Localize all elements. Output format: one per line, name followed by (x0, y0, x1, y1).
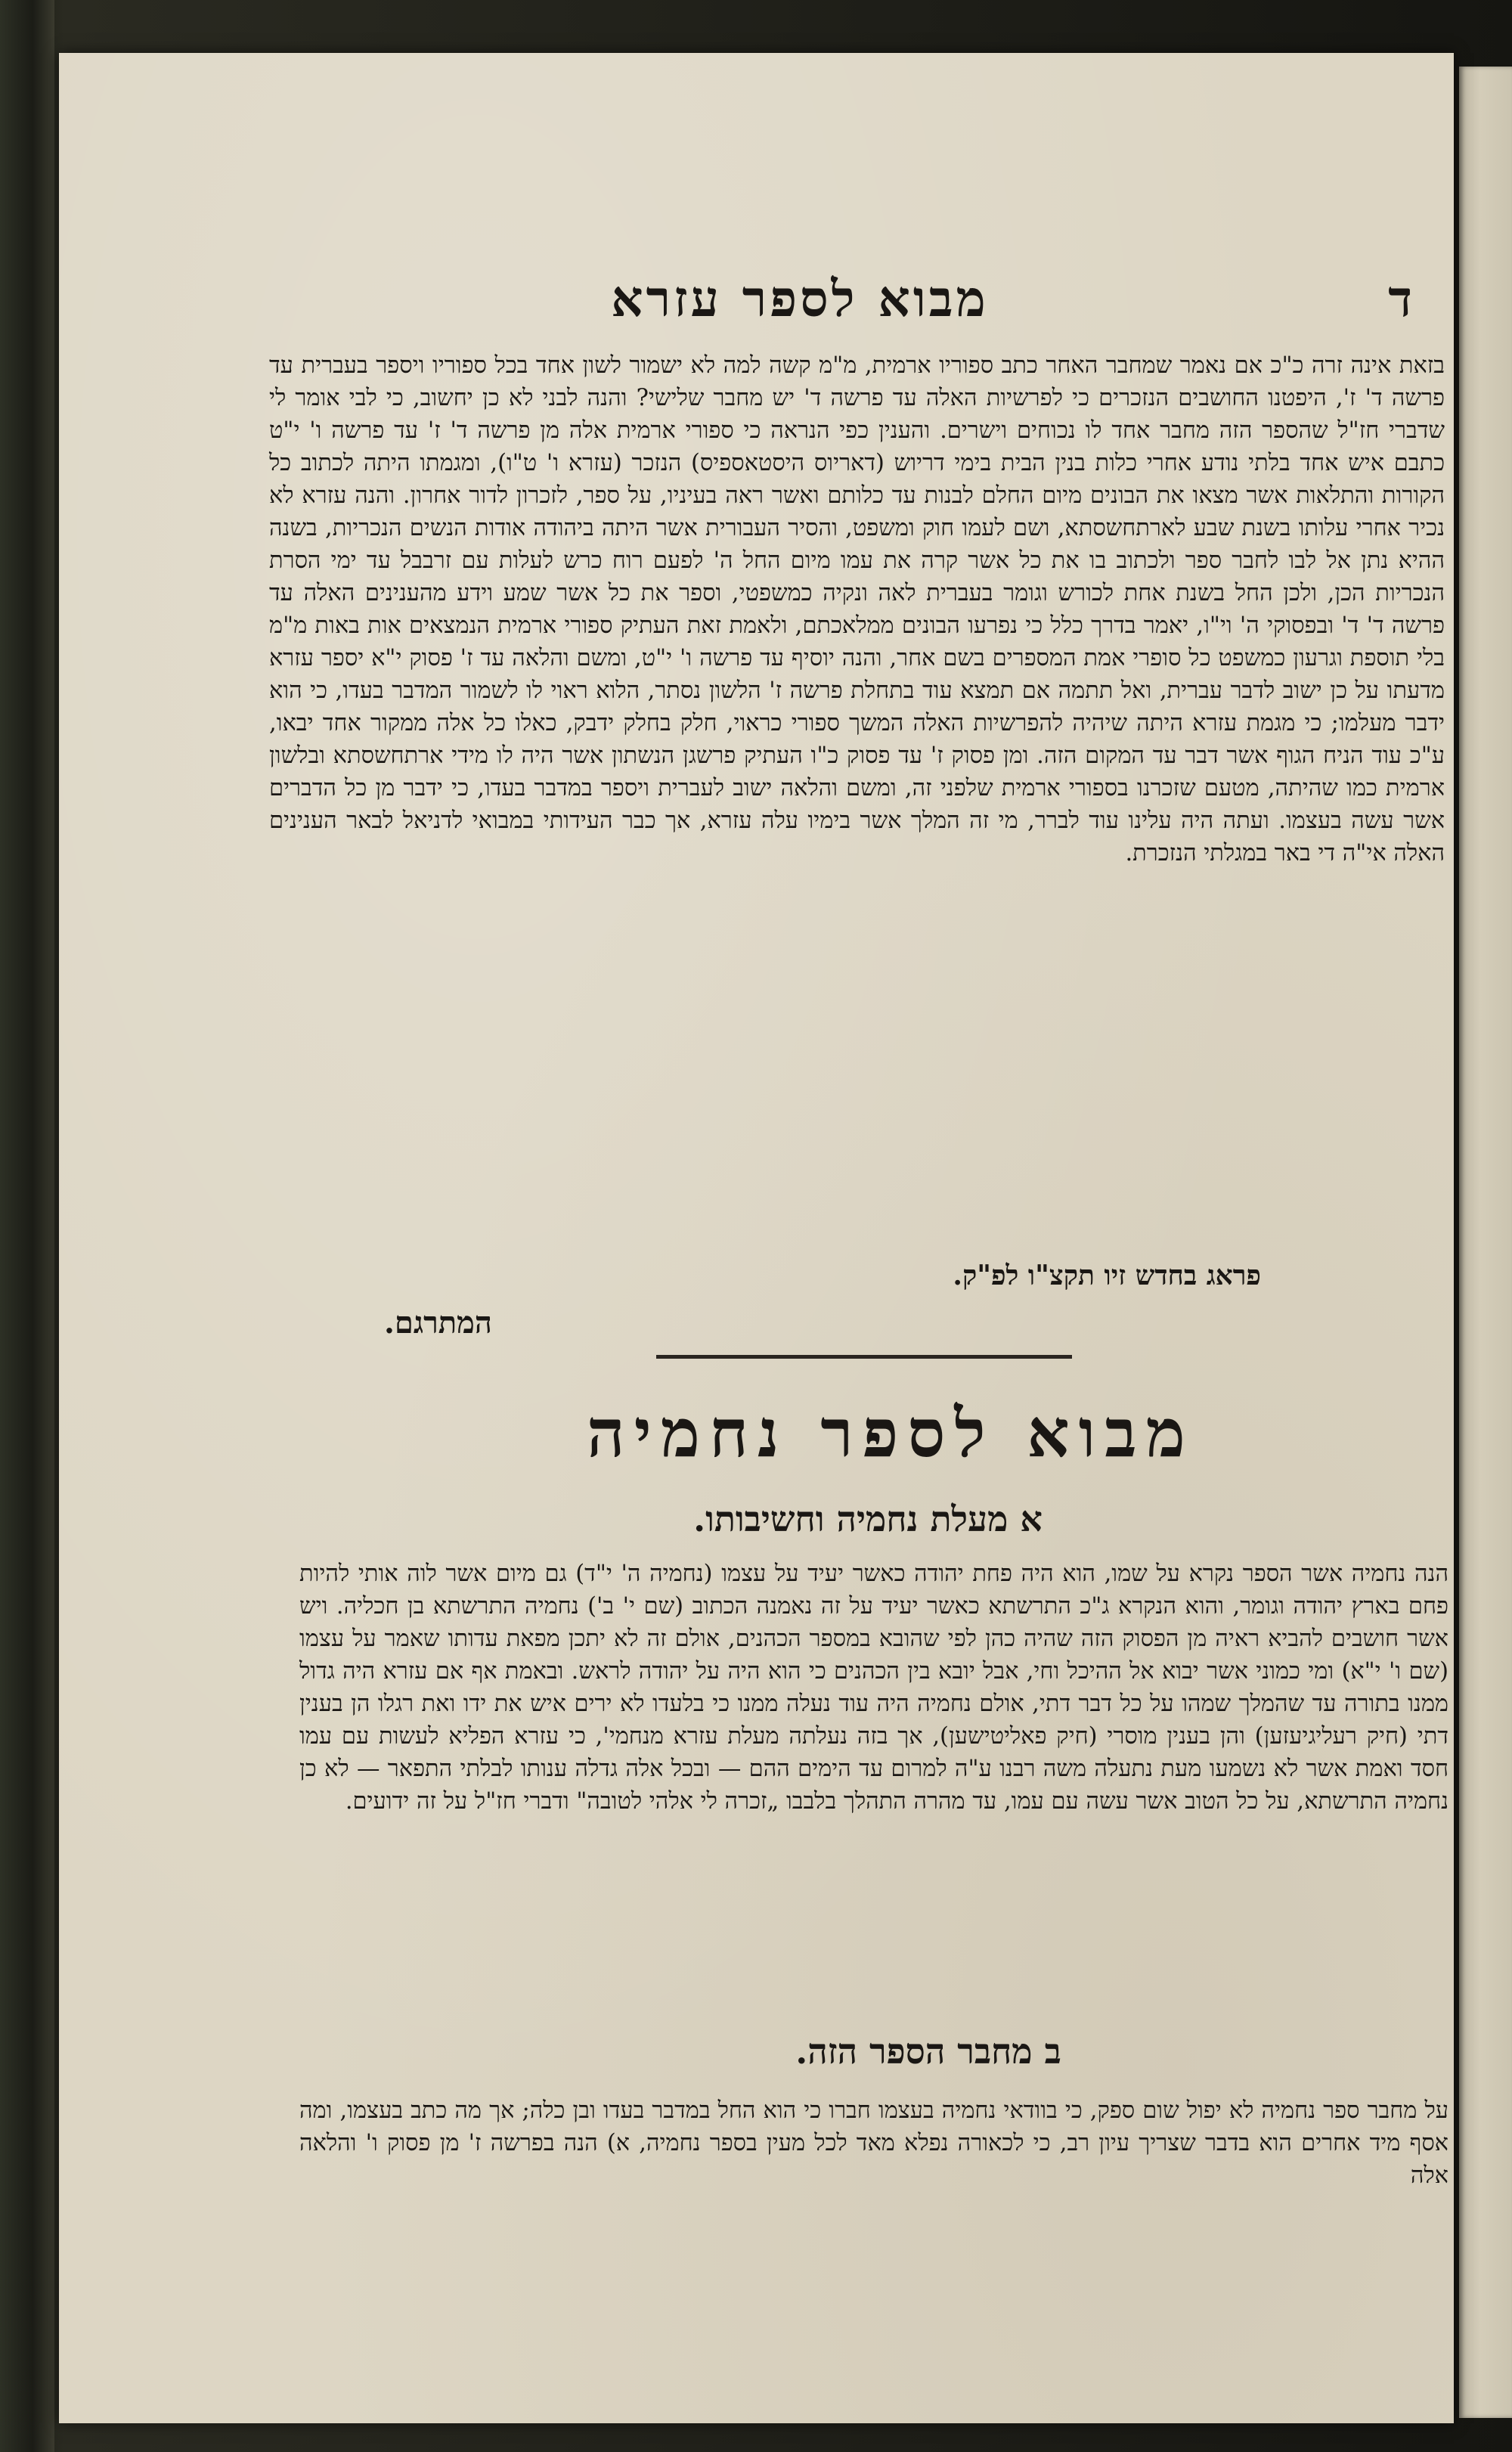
section-b-heading: ב מחבר הספר הזה. (795, 2031, 1061, 2072)
page-number: ד (1388, 269, 1412, 328)
section-b-paragraph: על מחבר ספר נחמיה לא יפול שום ספק, כי בוודאי נחמיה בעצמו חברו כי הוא החל במדבר בעדו ובן כלה; אך מה כתב בעצמו, ומה אסף מיד אחרים הוא בדבר שצריך עיון רב, כי לכאורה נפלא מאד לכל מעין בספר נחמיה, א) הנה בפרשה ז' מן פסוק ו' והלאה אלה (299, 2097, 1448, 2189)
section-a-heading: א מעלת נחמיה וחשיבותו. (693, 1499, 1043, 1539)
section-a-paragraph: הנה נחמיה אשר הספר נקרא על שמו, הוא היה פחת יהודה כאשר יעיד על עצמו (נחמיה ה' י"ד) גם מיום אשר לוה אותי להיות פחם בארץ יהודה וגומר, והוא הנקרא ג"כ התרשתא כאשר יעיד על זה נאמנה הכתוב (שם י' ב') נחמיה התרשתא בן חכליה. ויש אשר חושבים להביא ראיה מן הפסוק הזה שהיה כהן לפי שהובא במספר הכהנים, אולם זה לא יתכן מפאת עדותו שאמר על עצמו (שם ו' י"א) ומי כמוני אשר יבוא אל ההיכל וחי, אבל יובא בין הכהנים כי הוא היה על יהודה לראש. ובאמת אף אם עזרא היה גדול ממנו בתורה עד שהמלך שמהו על כל דבר דתי, אולם נחמיה היה עוד נעלה ממנו כי בלעדו לא ירים איש את ידו ואת רגלו הן בענין דתי (חיק רעליגיעזען) והן בענין מוסרי (חיק פאליטישען), אך בזה נעלתה מעלת עזרא מנחמי', כי עזרא הפליא לעשות עם עמו חסד ואמת אשר לא נשמעו מעת נתעלה משה רבנו ע"ה למרום עד הימים ההם — ובכל אלה גדלה ענותו לבלתי התפאר — לא כן נחמיה התרשתא, על כל הטוב אשר עשה עם עמו, עד מהרה התהלך בלבבו „זכרה לי אלהי לטובה" ודברי חז"ל על זה ידועים. (299, 1561, 1448, 1815)
book-binding-edge (0, 0, 54, 2452)
ezra-intro-paragraph: בזאת אינה זרה כ"כ אם נאמר שמחבר האחר כתב ספוריו ארמית, מ"מ קשה למה לא ישמור לשון אחד בכל ספוריו ויספר בעברית עד פרשה ד' ז', היפטנו החושבים הנזכרים כי לפרשיות האלה עד פרשה ד' יש מחבר שלישי? והנה לבני לא כן יחשוב, כי לבי אומר לי שדברי חז"ל שהספר הזה מחבר אחד לו נכוחים וישרים. והענין כפי הנראה כי ספורי ארמית אלה מן פרשה ד' ז' עד פרשה ו' י"ט כתבם איש אחד בלתי נודע אחרי כלות בנין הבית בימי דריוש (דאריוס היסטאספיס) הנזכר (עזרא ו' ט"ו), ומגמתו היתה לכתוב כל הקורות והתלאות אשר מצאו את הבונים מיום החלם לבנות עד כלותם ואשר ראה בעיניו, על ספר, לזכרון לדור אחרון. והנה עזרא לא נכיר אחרי עלותו בשנת שבע לארתחשסתא, ושם לעמו חוק ומשפט, והסיר העבורית אשר היתה ביהודה אודות הנשים הנכריות, בשנה ההיא נתן אל לבו לחבר ספר ולכתוב בו את כל אשר קרה את עמו מיום החל ה' לפעם רוח כרש לעלות עם זרבבל עד ימי הסרת הנכריות הכן, ולכן החל בשנת אחת לכורש וגומר בעברית לאה ונקיה כמשפטי, וספר את כל אשר שמע וידע מהענינים האלה עד פרשה ד' ד' ובפסוקי ה' וי"ו, יאמר בדרך כלל כי נפרעו הבונים ממלאכתם, ולאמת זאת העתיק ספורי ארמית הנמצאים אות באות מ"מ בלי תוספת וגרעון כמשפט כל סופרי אמת המספרים בשם אחר, והנה יוסיף עד פרשה ו' י"ט, ומשם והלאה עד ז' פסוק י"א יספר עזרא מדעתו על כן ישוב לדבר עברית, ואל תתמה אם תמצא עוד בתחלת פרשה ז' הלשון נסתר, הלוא ראוי לו לשמור המדבר בעדו, כי הוא ידבר מעלמו; כי מגמת עזרא היתה שיהיה להפרשיות האלה המשך ספורי כראוי, חלק בחלק ידבק, כאלו כל אלה ממקור אחד יבאו, ע"כ עוד הניח הגוף אשר דבר עד המקום הזה. ומן פסוק ז' עד פסוק כ"ו העתיק פרשגן הנשתון אשר היה לו מידי ארתחשסתא ובלשון ארמית כמו שהיתה, מטעם שזכרנו בספורי ארמית שלפני זה, ומשם והלאה ישוב לעברית ויספר במדבר בעדו, כי ידבר מן כל הדברים אשר עשה בעצמו. ועתה היה עלינו עוד לברר, מי זה המלך אשר בימיו עלה עזרא, אך כבר העידותי במבואי לדניאל לבאר הענינים האלה אי"ה די באר במגלתי הנזכרת. (269, 352, 1445, 866)
nehemiah-intro-title: מבוא לספר נחמיה (587, 1393, 1194, 1472)
place-date-line: פראג בחדש זיו תקצ"ו לפ"ק. (953, 1260, 1261, 1291)
adjacent-page-edge (1459, 67, 1512, 2418)
book-page (59, 53, 1454, 2423)
translator-signature: המתרגם. (384, 1305, 492, 1341)
running-title: מבוא לספר עזרא (611, 269, 989, 328)
running-head (187, 261, 1412, 344)
section-divider (656, 1355, 1072, 1359)
